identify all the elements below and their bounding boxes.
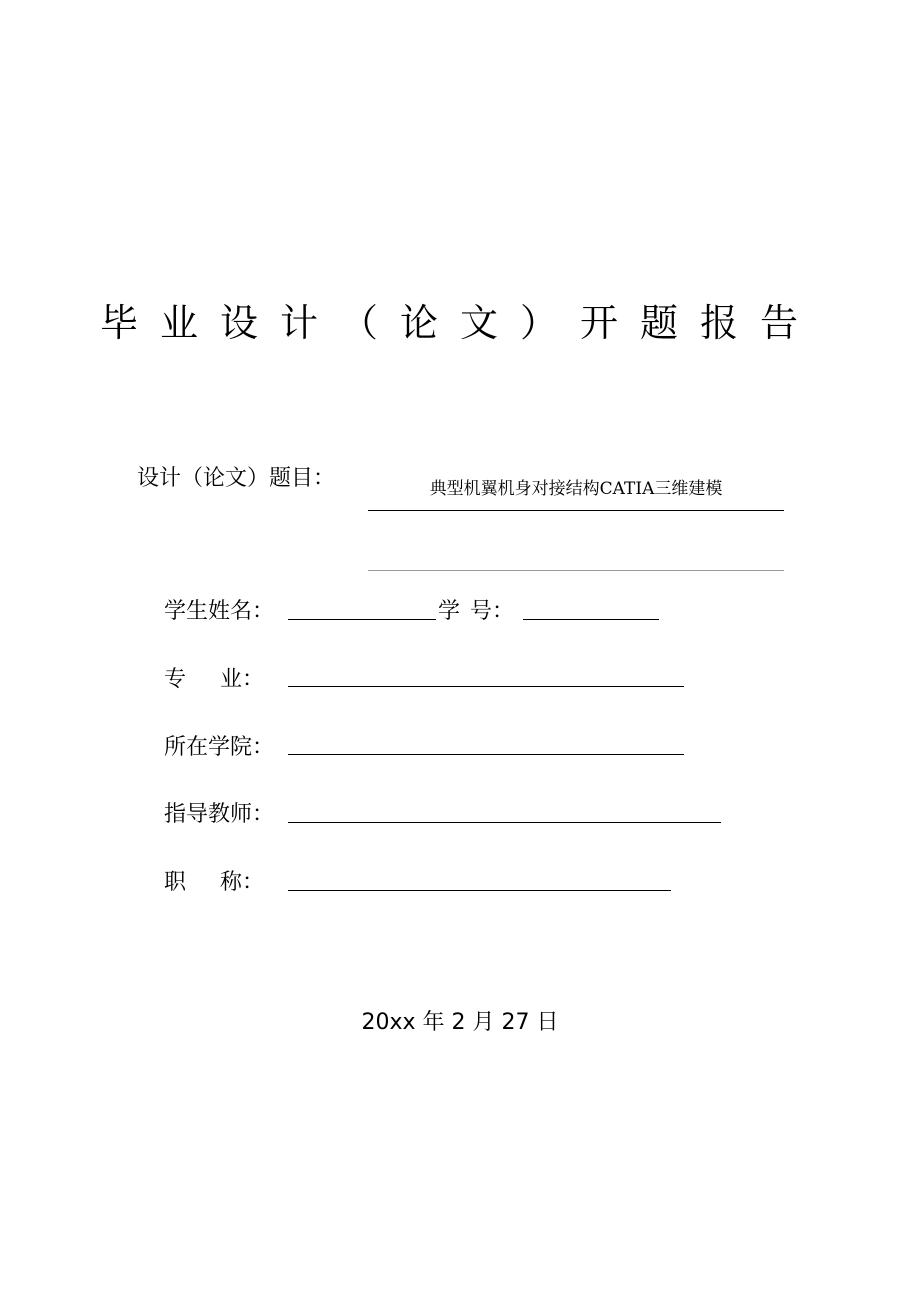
topic-value: 典型机翼机身对接结构CATIA三维建模: [429, 479, 723, 499]
student-id-label-a: 学: [438, 599, 461, 624]
student-name-label: 学生姓名：: [164, 599, 275, 624]
topic-underline-1: [368, 510, 784, 511]
college-label: 所在学院：: [164, 735, 275, 760]
major-label-a: 专: [164, 667, 187, 692]
student-id-label: [438, 594, 514, 625]
rank-label: [164, 865, 264, 896]
major-label: [164, 662, 264, 693]
topic-underline-2: [368, 570, 784, 571]
topic-label: 设计（论文）题目：: [137, 466, 336, 491]
student-id-label-b: 号：: [470, 599, 515, 624]
rank-underline: [288, 890, 671, 891]
advisor-label: 指导教师：: [164, 802, 275, 827]
rank-label-b: 称：: [220, 870, 265, 895]
advisor-underline: [288, 822, 721, 823]
report-date: 20xx 年 2 月 27 日: [361, 1010, 559, 1035]
major-underline: [288, 686, 684, 687]
rank-label-a: 职: [164, 870, 187, 895]
student-id-underline: [523, 619, 659, 620]
major-label-b: 业：: [220, 667, 265, 692]
document-title: 毕业设计（论文）开题报告: [100, 301, 821, 345]
college-underline: [288, 754, 684, 755]
student-name-underline: [288, 619, 436, 620]
